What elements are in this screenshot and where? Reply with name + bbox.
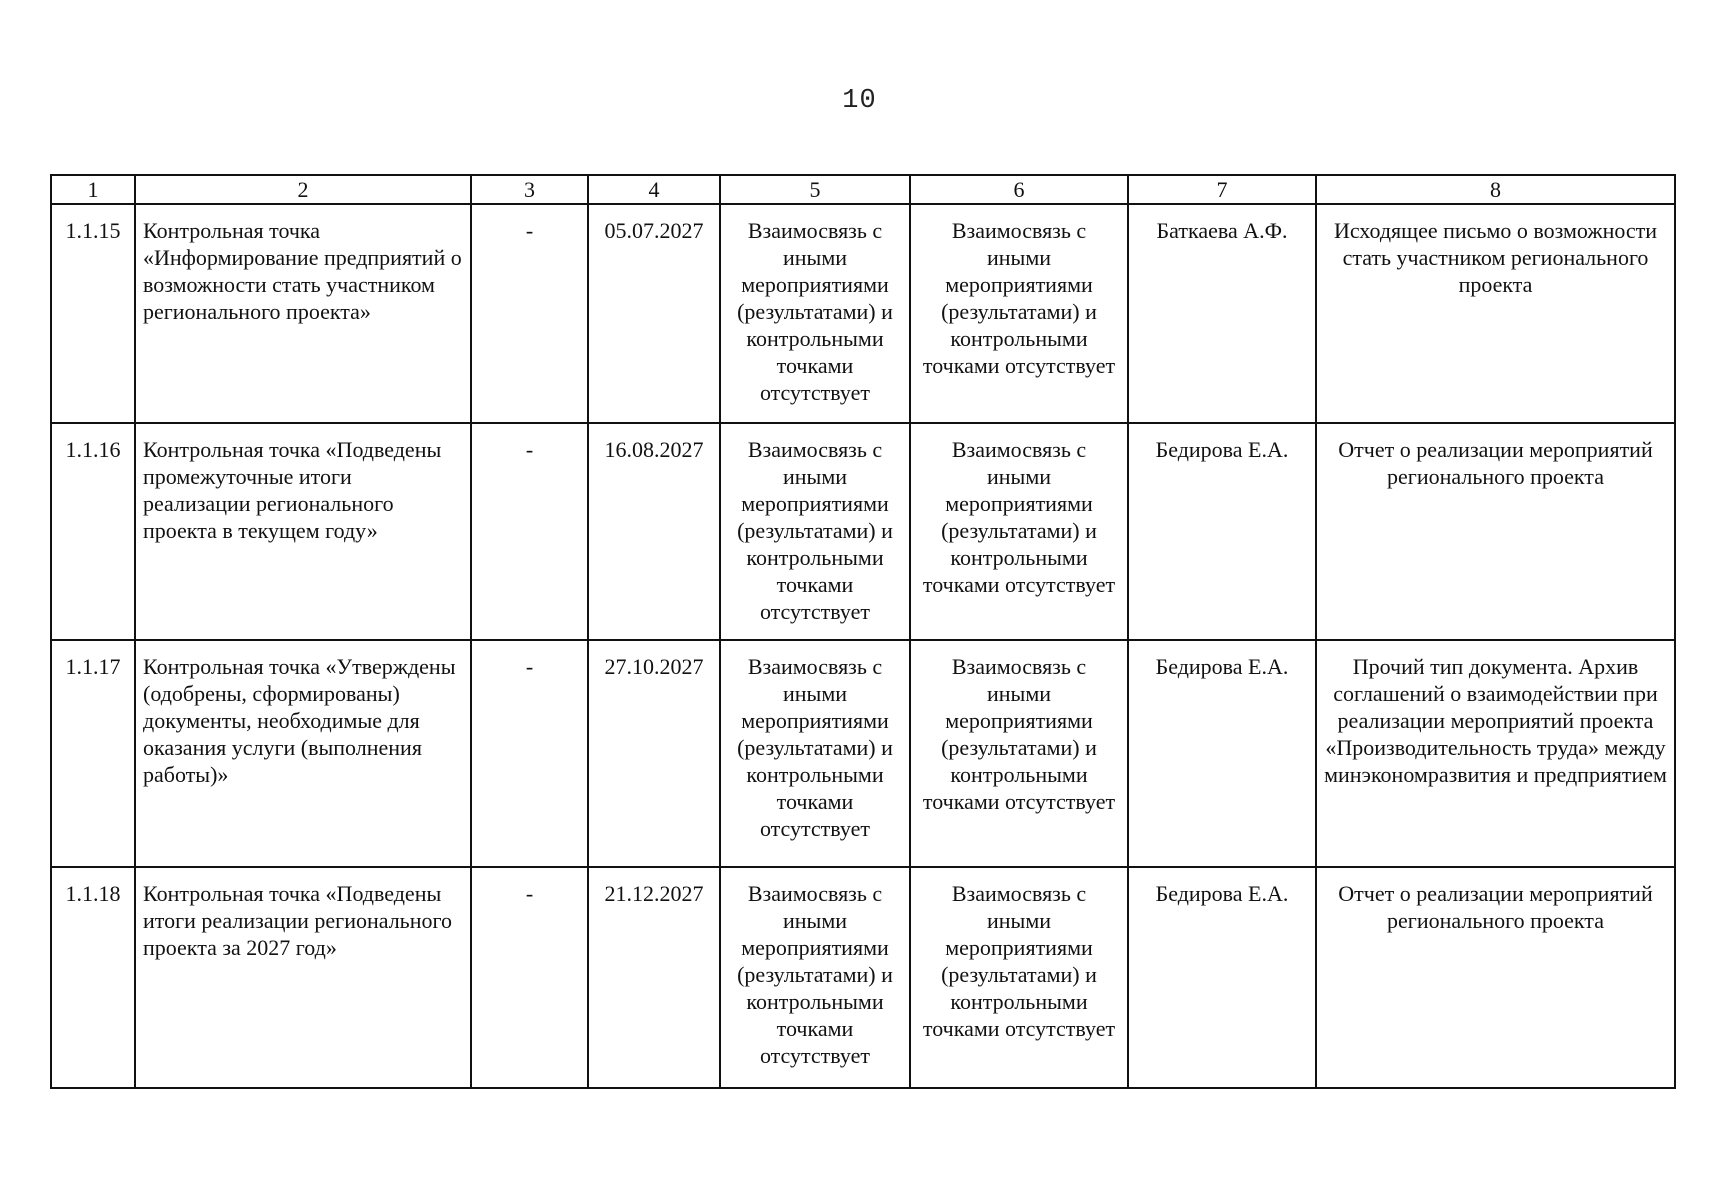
relation-previous: [720, 867, 910, 1088]
row-number: 1.1.18: [51, 867, 135, 1088]
relation-next: [910, 640, 1128, 867]
row-number: 1.1.16: [51, 423, 135, 640]
relation-next: [910, 423, 1128, 640]
column-3-value: -: [471, 867, 588, 1088]
result-document: Отчет о реализации мероприятий регионального проекта: [1316, 423, 1675, 640]
column-3-value: -: [471, 640, 588, 867]
table-row: [51, 640, 1675, 867]
column-3-value: -: [471, 423, 588, 640]
responsible-person: Баткаева А.Ф.: [1128, 204, 1316, 423]
column-3-value: -: [471, 204, 588, 423]
control-point-date: 16.08.2027: [588, 423, 720, 640]
column-header-6: 6: [910, 175, 1128, 204]
relation-next-text: Взаимосвязь с иными мероприятиями (результатами) и контрольными точками отсутствует: [922, 437, 1116, 597]
relation-previous: [720, 204, 910, 423]
relation-previous-text: Взаимосвязь с иными мероприятиями (результатами) и контрольными точками отсутствует: [737, 218, 893, 405]
relation-next-text: Взаимосвязь с иными мероприятиями (результатами) и контрольными точками отсутствует: [922, 218, 1116, 378]
column-header-2: 2: [135, 175, 471, 204]
column-header-8: 8: [1316, 175, 1675, 204]
table-row: [51, 423, 1675, 640]
result-document: Отчет о реализации мероприятий регионального проекта: [1316, 867, 1675, 1088]
control-point-name: Контрольная точка «Информирование предприятий о возможности стать участником регионального проекта»: [135, 204, 471, 423]
control-point-name: Контрольная точка «Утверждены (одобрены, сформированы) документы, необходимые для оказания услуги (выполнения работы)»: [135, 640, 471, 867]
relation-previous: [720, 423, 910, 640]
result-document: Прочий тип документа. Архив соглашений о взаимодействии при реализации мероприятий проекта «Производительность труда» между минэкономразвития и предприятием: [1316, 640, 1675, 867]
table-row: [51, 204, 1675, 423]
relation-next: [910, 867, 1128, 1088]
column-header-1: 1: [51, 175, 135, 204]
control-point-name: Контрольная точка «Подведены промежуточные итоги реализации регионального проекта в текущем году»: [135, 423, 471, 640]
header-row: [51, 175, 1675, 204]
column-header-5: 5: [720, 175, 910, 204]
control-point-date: 27.10.2027: [588, 640, 720, 867]
relation-next-text: Взаимосвязь с иными мероприятиями (результатами) и контрольными точками отсутствует: [922, 654, 1116, 814]
column-header-4: 4: [588, 175, 720, 204]
row-number: 1.1.15: [51, 204, 135, 423]
responsible-person: Бедирова Е.А.: [1128, 867, 1316, 1088]
page-number: 10: [842, 86, 877, 116]
column-header-3: 3: [471, 175, 588, 204]
control-points-table: [50, 174, 1676, 1089]
result-document: Исходящее письмо о возможности стать участником регионального проекта: [1316, 204, 1675, 423]
control-point-date: 21.12.2027: [588, 867, 720, 1088]
table-row: [51, 867, 1675, 1088]
relation-previous: [720, 640, 910, 867]
control-point-date: 05.07.2027: [588, 204, 720, 423]
row-number: 1.1.17: [51, 640, 135, 867]
responsible-person: Бедирова Е.А.: [1128, 423, 1316, 640]
relation-previous-text: Взаимосвязь с иными мероприятиями (результатами) и контрольными точками отсутствует: [737, 437, 893, 624]
responsible-person: Бедирова Е.А.: [1128, 640, 1316, 867]
relation-previous-text: Взаимосвязь с иными мероприятиями (результатами) и контрольными точками отсутствует: [737, 881, 893, 1068]
column-header-7: 7: [1128, 175, 1316, 204]
relation-previous-text: Взаимосвязь с иными мероприятиями (результатами) и контрольными точками отсутствует: [737, 654, 893, 841]
control-point-name: Контрольная точка «Подведены итоги реализации регионального проекта за 2027 год»: [135, 867, 471, 1088]
relation-next: [910, 204, 1128, 423]
relation-next-text: Взаимосвязь с иными мероприятиями (результатами) и контрольными точками отсутствует: [922, 881, 1116, 1041]
